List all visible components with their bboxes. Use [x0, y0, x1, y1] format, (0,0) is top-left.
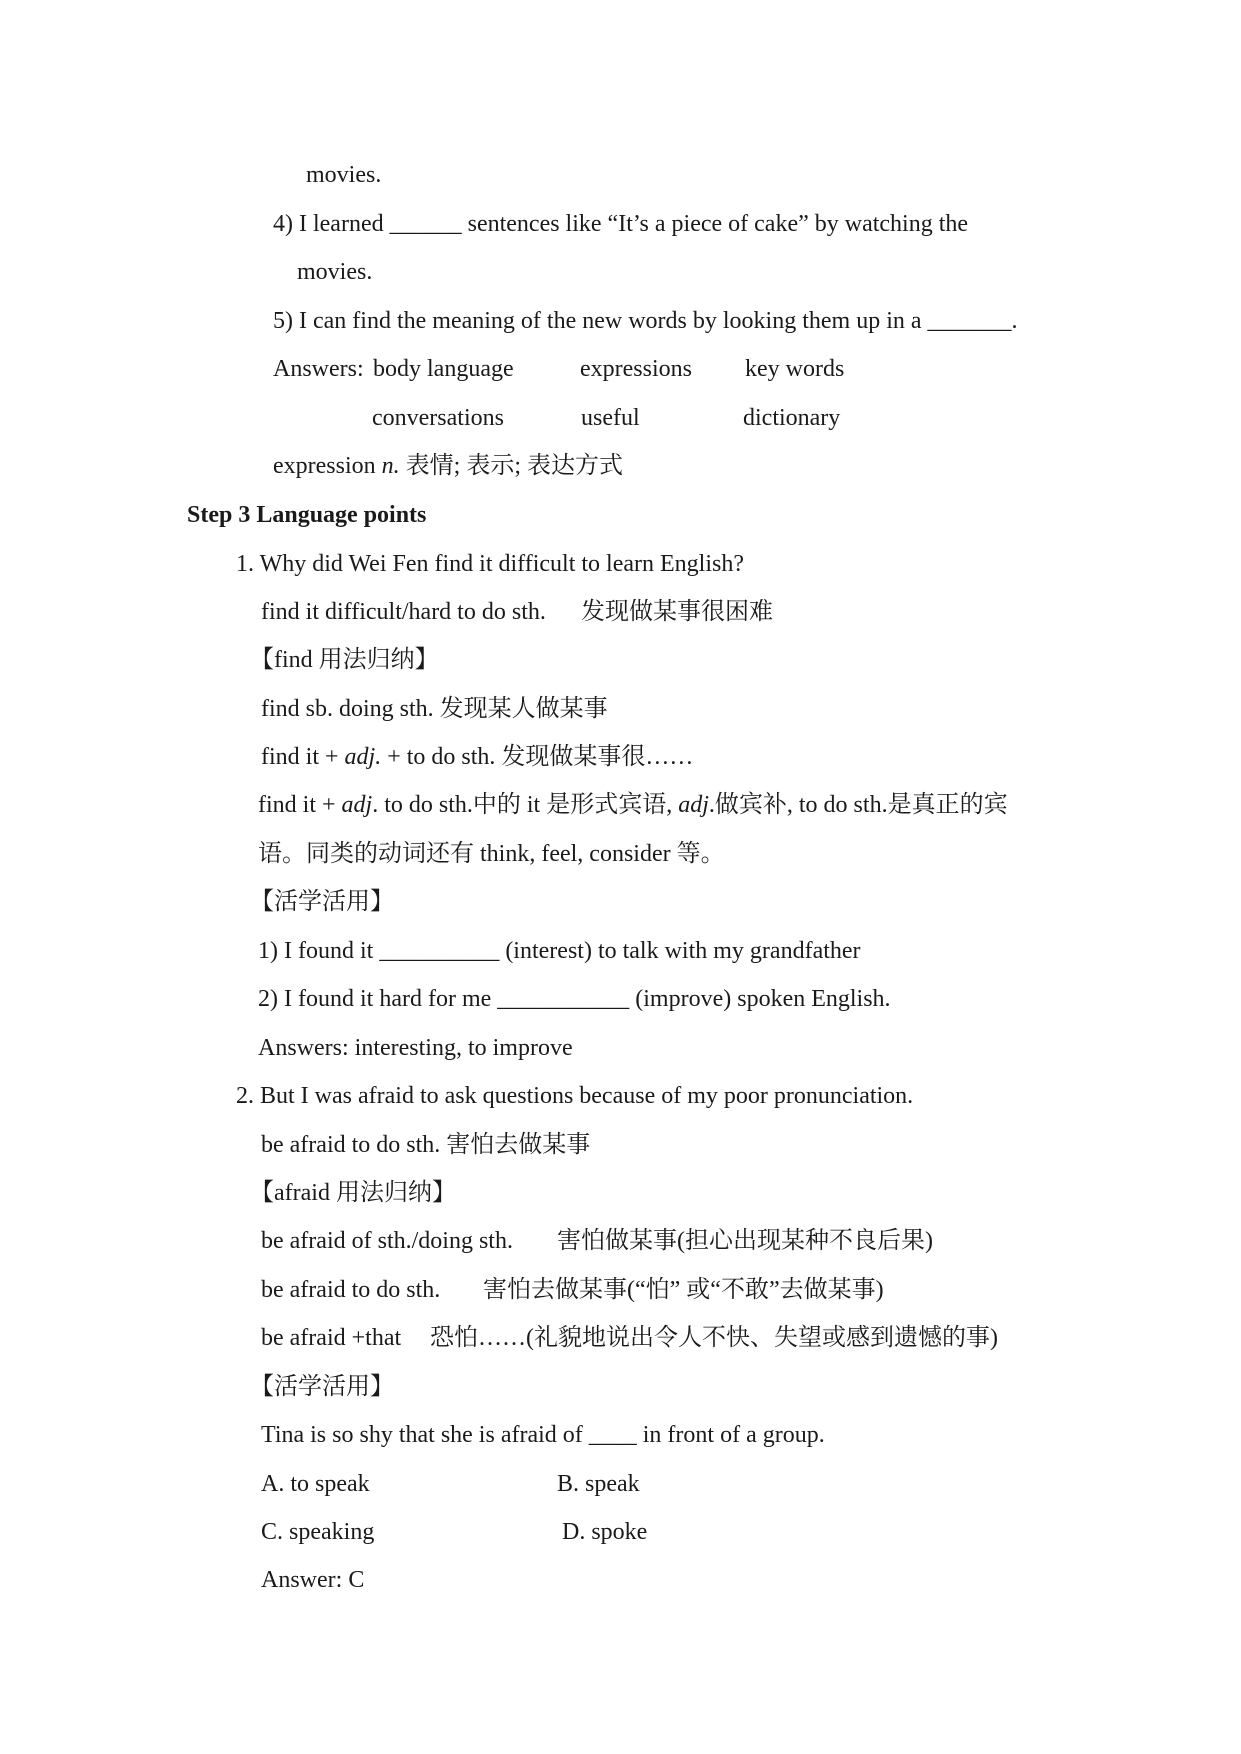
usage-summary-title: 【find 用法归纳】 [250, 647, 439, 673]
exercise-4-line2: movies. [297, 259, 373, 285]
answers-label: Answers: [273, 356, 364, 382]
point-2-phrase: be afraid to do sth. 害怕去做某事 [261, 1132, 591, 1158]
usage-line [261, 1323, 998, 1353]
usage-line [261, 742, 693, 772]
note-adj: adj [678, 792, 709, 818]
practice-title: 【活学活用】 [250, 1374, 394, 1400]
usage-english: be afraid +that [261, 1325, 402, 1351]
point-1-question: 1. Why did Wei Fen find it difficult to learn English? [236, 551, 744, 577]
exercise-5: 5) I can find the meaning of the new words by looking them up in a _______. [273, 308, 1018, 334]
usage-adj: adj. [344, 744, 382, 770]
answer-option: useful [581, 405, 640, 431]
point-1-phrase [261, 597, 773, 627]
practice-item-1: 1) I found it __________ (interest) to talk with my grandfather [258, 938, 861, 964]
vocab-part-of-speech: n. [381, 453, 400, 479]
note-text: . to do sth.中的 it 是形式宾语, [372, 792, 679, 818]
continuation-line: movies. [306, 162, 382, 188]
usage-chinese: 害怕做某事(担心出现某种不良后果) [557, 1228, 933, 1254]
vocab-word: expression [273, 453, 376, 479]
vocabulary-note [273, 451, 623, 481]
answer: Answer: C [261, 1567, 365, 1593]
usage-line: find sb. doing sth. 发现某人做某事 [261, 696, 608, 722]
grammar-note-line2: 语。同类的动词还有 think, feel, consider 等。 [258, 841, 725, 867]
exercise-4-line1: 4) I learned ______ sentences like “It’s a piece of cake” by watching the [273, 211, 969, 237]
vocab-meaning: 表情; 表示; 表达方式 [405, 453, 623, 479]
option-a: A. to speak [261, 1471, 370, 1497]
answer-option: conversations [372, 405, 504, 431]
note-text: .做宾补, to do sth.是真正的宾 [708, 792, 1008, 818]
point-2-question: 2. But I was afraid to ask questions because of my poor pronunciation. [236, 1083, 914, 1109]
usage-line [261, 1275, 884, 1305]
option-d: D. spoke [562, 1519, 648, 1545]
usage-english: be afraid of sth./doing sth. [261, 1228, 513, 1254]
answer-option: expressions [580, 356, 692, 382]
section-heading: Step 3 Language points [187, 502, 427, 528]
usage-text: + to do sth. 发现做某事很…… [381, 744, 694, 770]
note-text: find it + [258, 792, 342, 818]
usage-chinese: 恐怕……(礼貌地说出令人不快、失望或感到遗憾的事) [430, 1325, 998, 1351]
multiple-choice-question: Tina is so shy that she is afraid of ____ in front of a group. [261, 1422, 825, 1448]
option-b: B. speak [557, 1471, 640, 1497]
practice-title: 【活学活用】 [250, 889, 394, 915]
answer-option: dictionary [743, 405, 841, 431]
usage-text: find it + [261, 744, 345, 770]
usage-summary-title: 【afraid 用法归纳】 [250, 1180, 456, 1206]
option-c: C. speaking [261, 1519, 375, 1545]
phrase-meaning: 发现做某事很困难 [581, 599, 773, 625]
usage-line [261, 1226, 933, 1256]
answer-option: body language [373, 356, 514, 382]
practice-answers: Answers: interesting, to improve [258, 1035, 573, 1061]
usage-english: be afraid to do sth. [261, 1277, 441, 1303]
grammar-note-line1 [258, 790, 1008, 820]
phrase-english: find it difficult/hard to do sth. [261, 599, 546, 625]
usage-chinese: 害怕去做某事(“怕” 或“不敢”去做某事) [483, 1277, 884, 1303]
answer-option: key words [745, 356, 845, 382]
note-adj: adj [341, 792, 373, 818]
practice-item-2: 2) I found it hard for me ___________ (improve) spoken English. [258, 986, 891, 1012]
